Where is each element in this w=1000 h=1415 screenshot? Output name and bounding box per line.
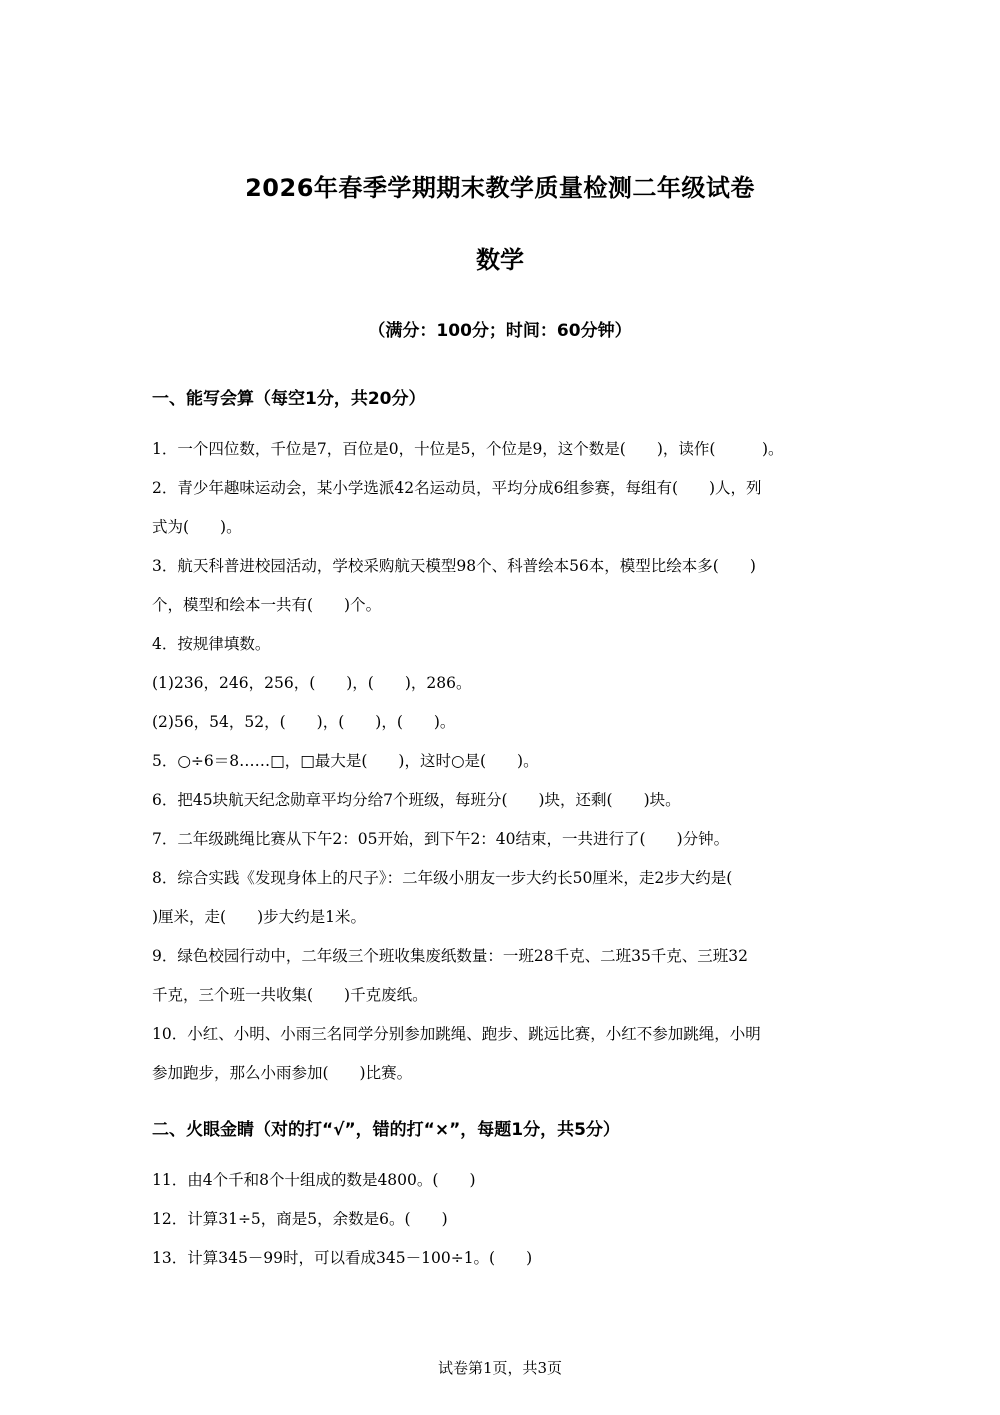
question-line: 5．○÷6＝8……□，□最大是( )，这时○是( )。: [152, 752, 539, 770]
question-line: 6．把45块航天纪念勋章平均分给7个班级，每班分( )块，还剩( )块。: [152, 791, 681, 809]
question-line: 1．一个四位数，千位是7，百位是0，十位是5，个位是9，这个数是( )，读作( )。: [152, 440, 784, 458]
question-line: 2．青少年趣味运动会，某小学选派42名运动员，平均分成6组参赛，每组有( )人，列: [152, 479, 762, 497]
question-line: 个，模型和绘本一共有( )个。: [152, 596, 382, 614]
exam-meta: （满分：100分；时间：60分钟）: [368, 321, 632, 341]
question-line: (1)236，246，256，( )，( )，286。: [152, 674, 472, 692]
question-line: 千克，三个班一共收集( )千克废纸。: [152, 986, 428, 1004]
question-line: 式为( )。: [152, 518, 242, 536]
question-line: 7．二年级跳绳比赛从下午2：05开始，到下午2：40结束，一共进行了( )分钟。: [152, 830, 730, 848]
question-line: 8．综合实践《发现身体上的尺子》：二年级小朋友一步大约长50厘米，走2步大约是(: [152, 869, 733, 887]
section-heading-2: 二、火眼金睛（对的打“√”，错的打“×”，每题1分，共5分）: [152, 1120, 620, 1140]
question-line: 3．航天科普进校园活动，学校采购航天模型98个、科普绘本56本，模型比绘本多( ): [152, 557, 756, 575]
question-line: 4．按规律填数。: [152, 635, 271, 653]
question-line: 13．计算345－99时，可以看成345－100÷1。( ): [152, 1249, 533, 1267]
question-line: 10．小红、小明、小雨三名同学分别参加跳绳、跑步、跳远比赛，小红不参加跳绳，小明: [152, 1025, 761, 1043]
question-line: 11．由4个千和8个十组成的数是4800。( ): [152, 1171, 476, 1189]
section-heading-1: 一、能写会算（每空1分，共20分）: [152, 389, 426, 409]
question-line: 12．计算31÷5，商是5，余数是6。( ): [152, 1210, 448, 1228]
question-line: 9．绿色校园行动中，二年级三个班收集废纸数量：一班28千克、二班35千克、三班32: [152, 947, 749, 965]
page-title: 2026年春季学期期末教学质量检测二年级试卷: [245, 174, 755, 202]
question-line: 参加跑步，那么小雨参加( )比赛。: [152, 1064, 413, 1082]
subject-title: 数学: [476, 246, 524, 274]
page-footer: 试卷第1页，共3页: [437, 1359, 563, 1377]
question-line: )厘米，走( )步大约是1米。: [152, 908, 367, 926]
question-line: (2)56，54，52，( )，( )，( )。: [152, 713, 456, 731]
